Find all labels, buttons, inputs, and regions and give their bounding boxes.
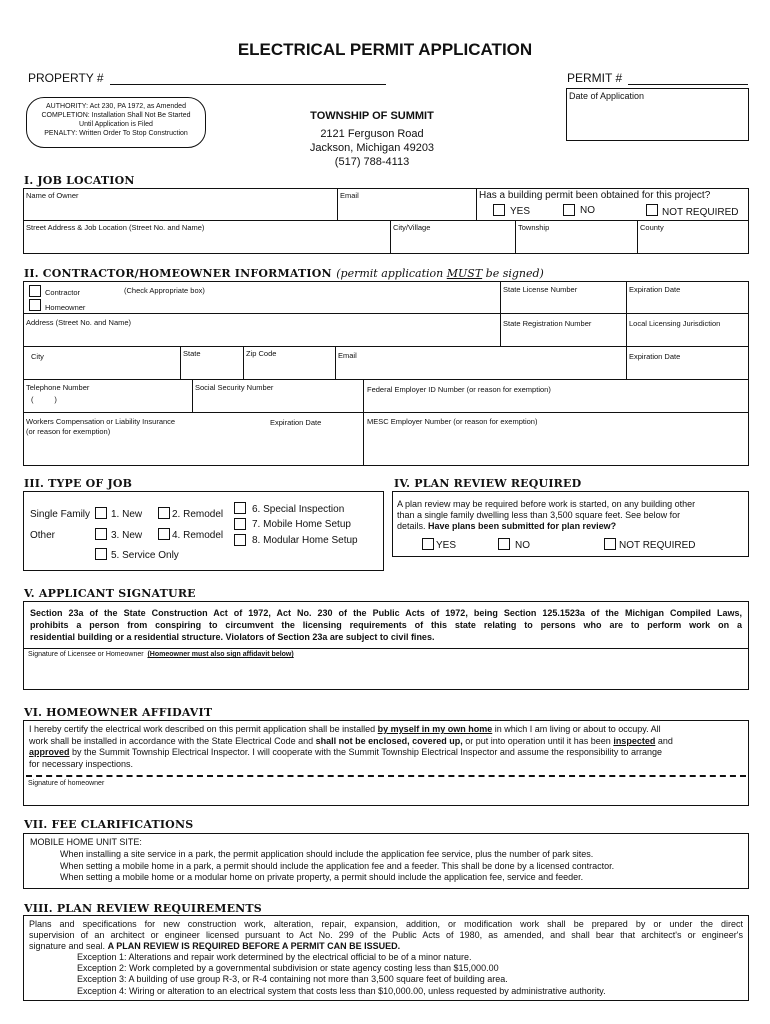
exception-1: Exception 1: Alterations and repair work determined by the electrical official to be of a minor nature. xyxy=(77,952,472,962)
special-inspection-6-label: 6. Special Inspection xyxy=(252,504,345,515)
other-label: Other xyxy=(30,530,56,541)
contractor-city-field[interactable] xyxy=(24,362,179,378)
ssn-label: Social Security Number xyxy=(195,383,274,392)
exception-3: Exception 3: A building of use group R-3, or R-4 containing not more than 3,500 square feet of building area. xyxy=(77,974,508,985)
mesc-field[interactable] xyxy=(364,427,748,465)
ssn-field[interactable] xyxy=(193,393,362,411)
plan-submitted-no-checkbox[interactable] xyxy=(498,538,510,550)
new-3-label: 3. New xyxy=(111,530,143,541)
new-1-label: 1. New xyxy=(111,509,143,520)
until-line: Until Application is Filed xyxy=(79,121,153,128)
telephone-field[interactable]: ( ) xyxy=(31,395,57,404)
plan-submitted-not-required-label: NOT REQUIRED xyxy=(619,540,696,551)
special-inspection-6-checkbox[interactable] xyxy=(234,502,246,514)
township-phone: (517) 788-4113 xyxy=(334,156,410,168)
township-label: Township xyxy=(518,223,550,232)
fee-text xyxy=(60,849,614,884)
state-registration-label: State Registration Number xyxy=(503,319,592,328)
workers-comp-label: Workers Compensation or Liability Insurance xyxy=(26,417,176,426)
authority-box xyxy=(26,97,206,148)
workers-comp-field[interactable] xyxy=(24,437,362,465)
licensee-signature-field[interactable] xyxy=(24,660,748,689)
contractor-expiration-label: Expiration Date xyxy=(629,352,681,361)
mobile-home-7-label: 7. Mobile Home Setup xyxy=(252,519,351,530)
plan-review-requirements-text: Plans and specifications for new construction work, alteration, repair, expansion, addition, or modification work shall be prepared by or under the direct supervision of an architect or engineer licensed pursuant to Act No. 299 of the Public Acts of 1980, as amended, and shall bear that architect's or engineer's signature and seal. A PLAN REVIEW IS REQUIRED BEFORE A PERMIT CAN BE ISSUED. xyxy=(29,919,743,951)
mesc-label: MESC Employer Number (or reason for exemption) xyxy=(367,417,538,426)
building-permit-no-checkbox[interactable] xyxy=(563,204,575,216)
property-label: PROPERTY # xyxy=(28,71,104,85)
modular-home-8-label: 8. Modular Home Setup xyxy=(252,535,358,546)
township-block xyxy=(287,109,457,169)
contractor-checkbox[interactable] xyxy=(29,285,41,297)
state-license-field[interactable] xyxy=(501,295,625,312)
city-village-field[interactable] xyxy=(391,233,514,253)
owner-name-label: Name of Owner xyxy=(26,191,79,200)
plan-submitted-no-label: NO xyxy=(515,540,530,551)
check-appropriate-label: (Check Appropriate box) xyxy=(124,286,205,295)
state-registration-field[interactable] xyxy=(501,329,625,345)
section-homeowner-affidavit-heading: VI. HOMEOWNER AFFIDAVIT xyxy=(24,706,213,719)
county-label: County xyxy=(640,223,664,232)
new-1-checkbox[interactable] xyxy=(95,507,107,519)
property-field[interactable] xyxy=(110,84,386,85)
contractor-email-field[interactable] xyxy=(336,361,625,378)
affidavit-text: I hereby certify the electrical work described on this permit application shall be installed by myself in my own home in which I am living or about to occupy. All work shall be installed in accordance with the State Electrical Code and shall not be enclosed, covered up, or put into operation until it has been inspected and approved by the Summit Township Electrical Inspector. I will cooperate with the Summit Township Electrical Inspector and assume the responsibility to arrange for necessary inspections. xyxy=(29,724,673,769)
building-permit-yes-label: YES xyxy=(510,206,531,217)
contractor-state-label: State xyxy=(183,349,201,358)
modular-home-8-checkbox[interactable] xyxy=(234,534,246,546)
local-licensing-field[interactable] xyxy=(627,329,748,345)
remodel-4-checkbox[interactable] xyxy=(158,528,170,540)
plan-review-text-1: A plan review may be required before work is started, on any building other xyxy=(397,499,696,509)
fee-line-2: When setting a mobile home in a park, a permit should include the application fee and a feeder. This shall be done by a licensed contractor. xyxy=(60,860,615,871)
licensee-signature-label-row xyxy=(28,651,294,658)
contractor-city-label: City xyxy=(31,352,44,361)
section-type-of-job-heading: III. TYPE OF JOB xyxy=(24,477,133,490)
remodel-4-label: 4. Remodel xyxy=(172,530,224,541)
state-license-label: State License Number xyxy=(503,285,578,294)
insurance-expiration-label: Expiration Date xyxy=(270,418,322,427)
licensee-signature-label: Signature of Licensee or Homeowner xyxy=(28,651,144,658)
homeowner-label: Homeowner xyxy=(45,303,86,312)
page-title: ELECTRICAL PERMIT APPLICATION xyxy=(237,40,533,59)
exception-4: Exception 4: Wiring or alteration to an electrical system that costs less than $10,000.00, unless requested by administrative authority. xyxy=(77,985,606,996)
section-contractor-heading: II. CONTRACTOR/HOMEOWNER INFORMATION xyxy=(24,267,332,280)
building-permit-no-label: NO xyxy=(580,205,595,216)
homeowner-signature-field[interactable] xyxy=(24,789,748,805)
township-city: Jackson, Michigan 49203 xyxy=(309,142,435,154)
plan-submitted-yes-label: YES xyxy=(436,540,457,551)
building-permit-not-required-label: NOT REQUIRED xyxy=(662,207,739,218)
building-permit-question: Has a building permit been obtained for this project? xyxy=(479,190,711,201)
owner-name-field[interactable] xyxy=(24,200,336,219)
permit-label: PERMIT # xyxy=(567,71,623,85)
fein-label: Federal Employer ID Number (or reason for exemption) xyxy=(367,385,551,394)
mobile-home-7-checkbox[interactable] xyxy=(234,518,246,530)
contractor-zip-label: Zip Code xyxy=(246,349,277,358)
fee-line-1: When installing a site service in a park, the permit application should include the application fee service, plus the number of park sites. xyxy=(60,849,594,859)
single-family-label: Single Family xyxy=(30,509,91,520)
homeowner-affidavit-note: (Homeowner must also sign affidavit below) xyxy=(147,651,294,658)
street-address-field[interactable] xyxy=(24,233,389,253)
section-contractor-heading-row xyxy=(24,264,544,282)
telephone-label: Telephone Number xyxy=(26,383,90,392)
plan-submitted-yes-checkbox[interactable] xyxy=(422,538,434,550)
homeowner-signature-label: Signature of homeowner xyxy=(28,780,105,787)
workers-comp-label-2: (or reason for exemption) xyxy=(26,427,111,436)
city-village-label: City/Village xyxy=(393,223,431,232)
plan-submitted-not-required-checkbox[interactable] xyxy=(604,538,616,550)
date-of-application-box[interactable] xyxy=(566,88,749,141)
remodel-2-label: 2. Remodel xyxy=(172,509,224,520)
section-plan-review-heading: IV. PLAN REVIEW REQUIRED xyxy=(394,477,582,490)
exception-2: Exception 2: Work completed by a governmental subdivision or state agency costing less than $15,000.00 xyxy=(77,963,499,974)
township-name: TOWNSHIP OF SUMMIT xyxy=(310,110,434,122)
plan-review-text-3: details. Have plans been submitted for plan review? xyxy=(397,521,617,531)
affidavit-signature-line xyxy=(26,775,746,777)
owner-email-field[interactable] xyxy=(338,200,475,219)
building-permit-yes-checkbox[interactable] xyxy=(493,204,505,216)
homeowner-checkbox[interactable] xyxy=(29,299,41,311)
county-field[interactable] xyxy=(638,233,748,253)
section-fee-clarifications-heading: VII. FEE CLARIFICATIONS xyxy=(24,818,194,831)
contractor-address-label: Address (Street No. and Name) xyxy=(26,318,132,327)
permit-field[interactable] xyxy=(628,84,748,85)
building-permit-not-required-checkbox[interactable] xyxy=(646,204,658,216)
section-23a-text: Section 23a of the State Construction Act of 1972, Act No. 230 of the Public Acts of 1972, being Section 125.1523a of the Michigan Compiled Laws, prohibits a person from conspiring to circumvent the licensing requirements of this state relating to persons who are to perform work on a residential building or a residential structure. Violators of Section 23a are subject to civil fines. xyxy=(30,608,742,642)
section-applicant-signature-heading: V. APPLICANT SIGNATURE xyxy=(24,587,196,600)
mobile-home-subhead: MOBILE HOME UNIT SITE: xyxy=(30,837,142,847)
section-contractor-note: (permit application MUST be signed) xyxy=(336,267,544,280)
plan-review-text-2: than a single family dwelling less than 3,500 square feet. See below for xyxy=(397,510,681,520)
contractor-expiration-field[interactable] xyxy=(627,362,748,378)
completion-line: COMPLETION: Installation Shall Not Be Started xyxy=(41,112,191,119)
street-address-label: Street Address & Job Location (Street No. and Name) xyxy=(26,223,205,232)
plan-review-exceptions xyxy=(77,952,606,997)
license-expiration-label: Expiration Date xyxy=(629,285,681,294)
authority-line: AUTHORITY: Act 230, PA 1972, as Amended xyxy=(46,103,186,110)
fein-field[interactable] xyxy=(364,395,748,411)
license-expiration-field[interactable] xyxy=(627,295,748,312)
contractor-address-field[interactable] xyxy=(24,328,499,345)
date-of-application-label: Date of Application xyxy=(569,91,645,101)
contractor-state-field[interactable] xyxy=(181,360,242,378)
township-address: 2121 Ferguson Road xyxy=(320,128,424,140)
township-field[interactable] xyxy=(516,233,636,253)
contractor-email-label: Email xyxy=(338,351,357,360)
service-only-5-label: 5. Service Only xyxy=(111,550,179,561)
contractor-label: Contractor xyxy=(45,288,81,297)
new-3-checkbox[interactable] xyxy=(95,528,107,540)
contractor-zip-field[interactable] xyxy=(244,360,334,378)
penalty-line: PENALTY: Written Order To Stop Construction xyxy=(44,130,188,137)
local-licensing-label: Local Licensing Jurisdiction xyxy=(629,319,721,328)
section-job-location-heading: I. JOB LOCATION xyxy=(24,174,135,187)
owner-email-label: Email xyxy=(340,191,359,200)
service-only-5-checkbox[interactable] xyxy=(95,548,107,560)
fee-line-3: When setting a mobile home or a modular home on private property, a permit should include the application fee, service and feeder. xyxy=(60,872,584,882)
section-plan-review-requirements-heading: VIII. PLAN REVIEW REQUIREMENTS xyxy=(24,902,262,915)
remodel-2-checkbox[interactable] xyxy=(158,507,170,519)
